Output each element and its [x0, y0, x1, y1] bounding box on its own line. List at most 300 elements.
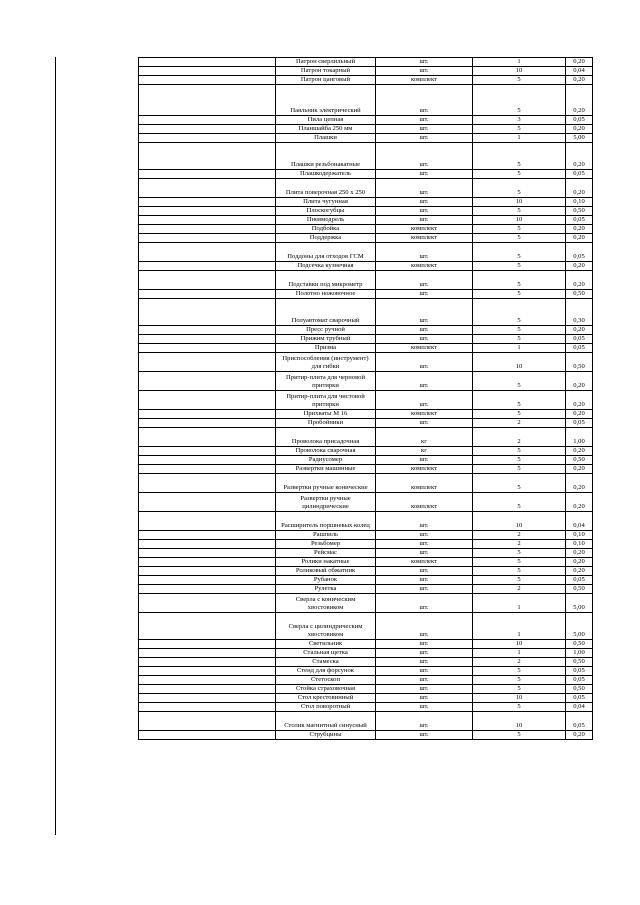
- row-blank-cell: [139, 67, 276, 76]
- item-name-cell: Струбцины: [276, 731, 376, 740]
- row-blank-cell: [139, 76, 276, 85]
- item-name-cell: Плашкодержатель: [276, 170, 376, 179]
- table-row: [139, 531, 593, 540]
- table-row: [139, 576, 593, 585]
- unit-cell: шт.: [376, 613, 473, 640]
- value-cell: 0,05: [566, 243, 593, 262]
- row-blank-cell: [139, 170, 276, 179]
- value-cell: 0,50: [566, 456, 593, 465]
- row-blank-cell: [139, 290, 276, 299]
- value-cell: 1,00: [566, 649, 593, 658]
- unit-cell: шт.: [376, 271, 473, 290]
- unit-cell: шт.: [376, 243, 473, 262]
- unit-cell: шт.: [376, 67, 473, 76]
- row-blank-cell: [139, 125, 276, 134]
- unit-cell: шт.: [376, 290, 473, 299]
- row-blank-cell: [139, 512, 276, 531]
- item-name-cell: Сверла с цилиндрическим хвостовиком: [276, 613, 376, 640]
- value-cell: 0,20: [566, 465, 593, 474]
- row-blank-cell: [139, 585, 276, 594]
- item-name-cell: Пресс ручной: [276, 326, 376, 335]
- item-name-cell: Полуавтомат сварочный: [276, 299, 376, 326]
- unit-cell: шт.: [376, 391, 473, 410]
- quantity-cell: 5: [473, 170, 566, 179]
- quantity-cell: 5: [473, 567, 566, 576]
- table-row: [139, 143, 593, 170]
- value-cell: 0,20: [566, 558, 593, 567]
- item-name-cell: Рубанок: [276, 576, 376, 585]
- value-cell: 5,00: [566, 594, 593, 613]
- unit-cell: шт.: [376, 640, 473, 649]
- quantity-cell: 5: [473, 143, 566, 170]
- item-name-cell: Плашки резьбонакатные: [276, 143, 376, 170]
- quantity-cell: 5: [473, 225, 566, 234]
- value-cell: 0,20: [566, 391, 593, 410]
- quantity-cell: 5: [473, 335, 566, 344]
- quantity-cell: 5: [473, 372, 566, 391]
- value-cell: 0,20: [566, 410, 593, 419]
- value-cell: 0,20: [566, 447, 593, 456]
- value-cell: 0,05: [566, 694, 593, 703]
- quantity-cell: 2: [473, 658, 566, 667]
- table-row: [139, 567, 593, 576]
- unit-cell: шт.: [376, 326, 473, 335]
- value-cell: 0,05: [566, 335, 593, 344]
- unit-cell: шт.: [376, 299, 473, 326]
- value-cell: 0,20: [566, 549, 593, 558]
- value-cell: 0,05: [566, 419, 593, 428]
- table-row: [139, 372, 593, 391]
- value-cell: 0,50: [566, 640, 593, 649]
- unit-cell: комплект: [376, 234, 473, 243]
- table-row: [139, 225, 593, 234]
- row-blank-cell: [139, 540, 276, 549]
- row-blank-cell: [139, 465, 276, 474]
- unit-cell: шт.: [376, 676, 473, 685]
- value-cell: 0,20: [566, 179, 593, 198]
- value-cell: 0,20: [566, 58, 593, 67]
- item-name-cell: Патрон сверлильный: [276, 58, 376, 67]
- value-cell: 0,20: [566, 125, 593, 134]
- value-cell: 0,05: [566, 344, 593, 353]
- value-cell: 0,20: [566, 493, 593, 512]
- row-blank-cell: [139, 243, 276, 262]
- item-name-cell: Развертки ручные конические: [276, 474, 376, 493]
- unit-cell: шт.: [376, 419, 473, 428]
- item-name-cell: Светильник: [276, 640, 376, 649]
- unit-cell: шт.: [376, 134, 473, 143]
- row-blank-cell: [139, 234, 276, 243]
- row-blank-cell: [139, 649, 276, 658]
- unit-cell: шт.: [376, 540, 473, 549]
- quantity-cell: 10: [473, 640, 566, 649]
- quantity-cell: 5: [473, 410, 566, 419]
- item-name-cell: Радиусомер: [276, 456, 376, 465]
- unit-cell: шт.: [376, 585, 473, 594]
- quantity-cell: 2: [473, 585, 566, 594]
- value-cell: 0,50: [566, 207, 593, 216]
- row-blank-cell: [139, 676, 276, 685]
- quantity-cell: 5: [473, 85, 566, 116]
- table-row: [139, 326, 593, 335]
- row-blank-cell: [139, 262, 276, 271]
- quantity-cell: 10: [473, 198, 566, 207]
- row-blank-cell: [139, 558, 276, 567]
- quantity-cell: 2: [473, 531, 566, 540]
- unit-cell: шт.: [376, 116, 473, 125]
- table-row: [139, 67, 593, 76]
- unit-cell: шт.: [376, 531, 473, 540]
- quantity-cell: 5: [473, 326, 566, 335]
- unit-cell: шт.: [376, 731, 473, 740]
- item-name-cell: Плита поверочная 250 х 250: [276, 179, 376, 198]
- quantity-cell: 2: [473, 419, 566, 428]
- row-blank-cell: [139, 335, 276, 344]
- item-name-cell: Стальная щетка: [276, 649, 376, 658]
- quantity-cell: 5: [473, 703, 566, 712]
- table-row: [139, 271, 593, 290]
- item-name-cell: Призма: [276, 344, 376, 353]
- table-row: [139, 419, 593, 428]
- row-blank-cell: [139, 391, 276, 410]
- table-row: [139, 299, 593, 326]
- item-name-cell: Развертки ручные цилиндрические: [276, 493, 376, 512]
- unit-cell: шт.: [376, 353, 473, 372]
- row-blank-cell: [139, 576, 276, 585]
- value-cell: 0,05: [566, 676, 593, 685]
- row-blank-cell: [139, 58, 276, 67]
- table-row: [139, 410, 593, 419]
- unit-cell: шт.: [376, 512, 473, 531]
- row-blank-cell: [139, 372, 276, 391]
- equipment-table: [138, 57, 593, 740]
- item-name-cell: Развертки машинные: [276, 465, 376, 474]
- row-blank-cell: [139, 271, 276, 290]
- item-name-cell: Роликовый обжатник: [276, 567, 376, 576]
- value-cell: 0,20: [566, 271, 593, 290]
- value-cell: 0,50: [566, 658, 593, 667]
- unit-cell: комплект: [376, 558, 473, 567]
- table-row: [139, 198, 593, 207]
- value-cell: 0,04: [566, 67, 593, 76]
- table-row: [139, 216, 593, 225]
- unit-cell: шт.: [376, 125, 473, 134]
- quantity-cell: 5: [473, 685, 566, 694]
- item-name-cell: Рулетка: [276, 585, 376, 594]
- value-cell: 0,04: [566, 703, 593, 712]
- quantity-cell: 5: [473, 667, 566, 676]
- table-row: [139, 493, 593, 512]
- quantity-cell: 10: [473, 694, 566, 703]
- item-name-cell: Подсечка кузнечная: [276, 262, 376, 271]
- table-row: [139, 207, 593, 216]
- unit-cell: шт.: [376, 703, 473, 712]
- item-name-cell: Расширитель поршневых колец: [276, 512, 376, 531]
- value-cell: 5,00: [566, 134, 593, 143]
- row-blank-cell: [139, 685, 276, 694]
- item-name-cell: Патрон цанговый: [276, 76, 376, 85]
- value-cell: 0,20: [566, 474, 593, 493]
- quantity-cell: 1: [473, 613, 566, 640]
- unit-cell: комплект: [376, 465, 473, 474]
- value-cell: 0,05: [566, 116, 593, 125]
- row-blank-cell: [139, 703, 276, 712]
- unit-cell: шт.: [376, 143, 473, 170]
- value-cell: 0,05: [566, 712, 593, 731]
- unit-cell: комплект: [376, 410, 473, 419]
- row-blank-cell: [139, 410, 276, 419]
- table-row: [139, 179, 593, 198]
- unit-cell: кг: [376, 428, 473, 447]
- quantity-cell: 5: [473, 474, 566, 493]
- row-blank-cell: [139, 613, 276, 640]
- item-name-cell: Плашки: [276, 134, 376, 143]
- item-name-cell: Пневмодрель: [276, 216, 376, 225]
- table-row: [139, 243, 593, 262]
- table-row: [139, 676, 593, 685]
- quantity-cell: 2: [473, 540, 566, 549]
- item-name-cell: Столик магнитный синусный: [276, 712, 376, 731]
- quantity-cell: 1: [473, 134, 566, 143]
- item-name-cell: Рейсмас: [276, 549, 376, 558]
- unit-cell: шт.: [376, 456, 473, 465]
- quantity-cell: 10: [473, 216, 566, 225]
- row-blank-cell: [139, 667, 276, 676]
- row-blank-cell: [139, 198, 276, 207]
- value-cell: 0,10: [566, 198, 593, 207]
- quantity-cell: 5: [473, 262, 566, 271]
- row-blank-cell: [139, 456, 276, 465]
- unit-cell: шт.: [376, 712, 473, 731]
- item-name-cell: Ролики накатные: [276, 558, 376, 567]
- quantity-cell: 5: [473, 207, 566, 216]
- item-name-cell: Притир-плита для черновой притирки: [276, 372, 376, 391]
- item-name-cell: Пила цепная: [276, 116, 376, 125]
- row-blank-cell: [139, 531, 276, 540]
- quantity-cell: 10: [473, 712, 566, 731]
- table-row: [139, 76, 593, 85]
- unit-cell: шт.: [376, 694, 473, 703]
- table-row: [139, 262, 593, 271]
- table-row: [139, 58, 593, 67]
- item-name-cell: Патрон токарный: [276, 67, 376, 76]
- value-cell: 0,20: [566, 731, 593, 740]
- item-name-cell: Плита чугунная: [276, 198, 376, 207]
- quantity-cell: 1: [473, 594, 566, 613]
- table-row: [139, 613, 593, 640]
- table-row: [139, 549, 593, 558]
- quantity-cell: 5: [473, 549, 566, 558]
- unit-cell: шт.: [376, 198, 473, 207]
- item-name-cell: Полотно ножовочное: [276, 290, 376, 299]
- quantity-cell: 1: [473, 58, 566, 67]
- row-blank-cell: [139, 143, 276, 170]
- quantity-cell: 5: [473, 243, 566, 262]
- value-cell: 0,20: [566, 85, 593, 116]
- table-row: [139, 667, 593, 676]
- unit-cell: шт.: [376, 567, 473, 576]
- value-cell: 0,20: [566, 234, 593, 243]
- quantity-cell: 1: [473, 344, 566, 353]
- value-cell: 0,50: [566, 353, 593, 372]
- equipment-table-body: [139, 58, 593, 740]
- unit-cell: шт.: [376, 216, 473, 225]
- item-name-cell: Плоскогубцы: [276, 207, 376, 216]
- unit-cell: шт.: [376, 549, 473, 558]
- row-blank-cell: [139, 640, 276, 649]
- item-name-cell: Резьбомер: [276, 540, 376, 549]
- item-name-cell: Притир-плита для чистовой притирки: [276, 391, 376, 410]
- item-name-cell: Пробойники: [276, 419, 376, 428]
- row-blank-cell: [139, 216, 276, 225]
- quantity-cell: 5: [473, 125, 566, 134]
- row-blank-cell: [139, 447, 276, 456]
- row-blank-cell: [139, 326, 276, 335]
- quantity-cell: 5: [473, 179, 566, 198]
- value-cell: 0,50: [566, 290, 593, 299]
- table-row: [139, 703, 593, 712]
- row-blank-cell: [139, 134, 276, 143]
- unit-cell: шт.: [376, 372, 473, 391]
- unit-cell: шт.: [376, 170, 473, 179]
- quantity-cell: 5: [473, 391, 566, 410]
- quantity-cell: 5: [473, 290, 566, 299]
- row-blank-cell: [139, 299, 276, 326]
- item-name-cell: Прижим трубный: [276, 335, 376, 344]
- table-row: [139, 134, 593, 143]
- quantity-cell: 5: [473, 676, 566, 685]
- quantity-cell: 5: [473, 299, 566, 326]
- row-blank-cell: [139, 179, 276, 198]
- table-row: [139, 353, 593, 372]
- value-cell: 0,10: [566, 540, 593, 549]
- value-cell: 0,05: [566, 667, 593, 676]
- value-cell: 0,20: [566, 372, 593, 391]
- unit-cell: шт.: [376, 335, 473, 344]
- row-blank-cell: [139, 731, 276, 740]
- row-blank-cell: [139, 85, 276, 116]
- quantity-cell: 1: [473, 649, 566, 658]
- quantity-cell: 5: [473, 465, 566, 474]
- item-name-cell: Проволока присадочная: [276, 428, 376, 447]
- quantity-cell: 10: [473, 512, 566, 531]
- table-row: [139, 694, 593, 703]
- table-row: [139, 685, 593, 694]
- value-cell: 0,10: [566, 531, 593, 540]
- table-row: [139, 116, 593, 125]
- unit-cell: комплект: [376, 76, 473, 85]
- table-row: [139, 335, 593, 344]
- unit-cell: шт.: [376, 658, 473, 667]
- quantity-cell: 5: [473, 558, 566, 567]
- quantity-cell: 3: [473, 116, 566, 125]
- row-blank-cell: [139, 419, 276, 428]
- value-cell: 0,04: [566, 512, 593, 531]
- quantity-cell: 5: [473, 493, 566, 512]
- row-blank-cell: [139, 594, 276, 613]
- row-blank-cell: [139, 344, 276, 353]
- item-name-cell: Стетоскоп: [276, 676, 376, 685]
- quantity-cell: 10: [473, 353, 566, 372]
- value-cell: 0,20: [566, 262, 593, 271]
- table-row: [139, 594, 593, 613]
- table-row: [139, 447, 593, 456]
- row-blank-cell: [139, 493, 276, 512]
- unit-cell: шт.: [376, 576, 473, 585]
- table-row: [139, 649, 593, 658]
- quantity-cell: 10: [473, 67, 566, 76]
- value-cell: 0,20: [566, 76, 593, 85]
- table-row: [139, 640, 593, 649]
- unit-cell: шт.: [376, 85, 473, 116]
- table-row: [139, 712, 593, 731]
- table-row: [139, 125, 593, 134]
- item-name-cell: Подбойка: [276, 225, 376, 234]
- row-blank-cell: [139, 474, 276, 493]
- table-row: [139, 558, 593, 567]
- table-row: [139, 344, 593, 353]
- unit-cell: комплект: [376, 493, 473, 512]
- unit-cell: шт.: [376, 649, 473, 658]
- value-cell: 0,05: [566, 170, 593, 179]
- item-name-cell: Паяльник электрический: [276, 85, 376, 116]
- quantity-cell: 5: [473, 76, 566, 85]
- value-cell: 0,05: [566, 576, 593, 585]
- table-row: [139, 234, 593, 243]
- value-cell: 5,00: [566, 613, 593, 640]
- unit-cell: комплект: [376, 262, 473, 271]
- unit-cell: шт.: [376, 179, 473, 198]
- quantity-cell: 5: [473, 576, 566, 585]
- unit-cell: шт.: [376, 207, 473, 216]
- item-name-cell: Рашпиль: [276, 531, 376, 540]
- unit-cell: комплект: [376, 344, 473, 353]
- left-margin-rule: [55, 57, 56, 835]
- table-row: [139, 456, 593, 465]
- quantity-cell: 5: [473, 731, 566, 740]
- table-row: [139, 474, 593, 493]
- item-name-cell: Проволока сварочная: [276, 447, 376, 456]
- table-row: [139, 428, 593, 447]
- item-name-cell: Стол крестовинный: [276, 694, 376, 703]
- item-name-cell: Планшайба 250 мм: [276, 125, 376, 134]
- quantity-cell: 5: [473, 447, 566, 456]
- item-name-cell: Сверла с коническим хвостовиком: [276, 594, 376, 613]
- item-name-cell: Подставки под микрометр: [276, 271, 376, 290]
- item-name-cell: Прихваты М 16: [276, 410, 376, 419]
- value-cell: 0,20: [566, 567, 593, 576]
- table-row: [139, 170, 593, 179]
- value-cell: 0,20: [566, 143, 593, 170]
- value-cell: 0,05: [566, 216, 593, 225]
- item-name-cell: Приспособления (инструмент) для гибки: [276, 353, 376, 372]
- table-row: [139, 391, 593, 410]
- item-name-cell: Стол поворотный: [276, 703, 376, 712]
- unit-cell: кг: [376, 447, 473, 456]
- unit-cell: комплект: [376, 474, 473, 493]
- value-cell: 0,20: [566, 326, 593, 335]
- row-blank-cell: [139, 712, 276, 731]
- row-blank-cell: [139, 428, 276, 447]
- item-name-cell: Стойка страховочная: [276, 685, 376, 694]
- quantity-cell: 5: [473, 234, 566, 243]
- row-blank-cell: [139, 549, 276, 558]
- value-cell: 1,00: [566, 428, 593, 447]
- row-blank-cell: [139, 207, 276, 216]
- row-blank-cell: [139, 353, 276, 372]
- unit-cell: шт.: [376, 667, 473, 676]
- row-blank-cell: [139, 694, 276, 703]
